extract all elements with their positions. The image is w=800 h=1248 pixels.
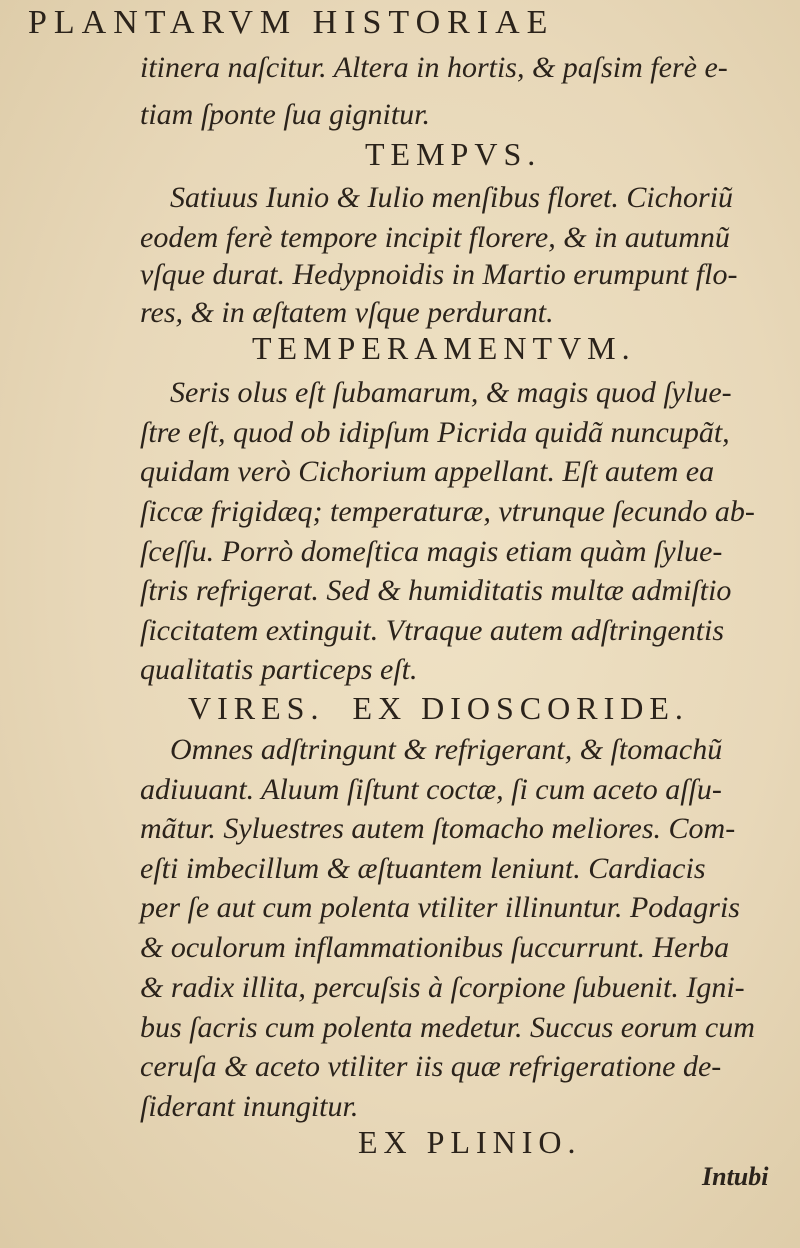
text-line: adiuuant. Aluum ſiſtunt coctæ, ſi cum aceto aſſu- (140, 773, 722, 806)
section-heading-vires: VIRES. EX DIOSCORIDE. (188, 690, 689, 726)
section-heading-temperamentum: TEMPERAMENTVM. (252, 330, 636, 366)
text-line: & radix illita, percuſsis à ſcorpione ſubuenit. Igni- (140, 971, 745, 1004)
text-line: ſtris refrigerat. Sed & humiditatis multæ admiſtio (140, 574, 732, 607)
text-line: mãtur. Syluestres autem ſtomacho meliores. Com- (140, 812, 736, 845)
catchword: Intubi (702, 1162, 769, 1191)
text-line: eodem ferè tempore incipit florere, & in autumnũ (140, 221, 730, 254)
text-line: Omnes adſtringunt & refrigerant, & ſtomachũ (170, 733, 723, 766)
section-heading-plinio: EX PLINIO. (358, 1124, 582, 1160)
text-line: quidam verò Cichorium appellant. Eſt autem ea (140, 455, 715, 488)
text-line: itinera naſcitur. Altera in hortis, & paſsim ferè e- (140, 51, 728, 84)
text-line: bus ſacris cum polenta medetur. Succus eorum cum (140, 1011, 755, 1044)
text-line: Seris olus eſt ſubamarum, & magis quod ſylue- (170, 376, 732, 409)
text-line: ſtre eſt, quod ob idipſum Picrida quidã nuncupãt, (140, 416, 730, 449)
text-line: ceruſa & aceto vtiliter iis quæ refrigeratione de- (140, 1050, 722, 1083)
running-head: PLANTARVM HISTORIAE (28, 4, 555, 41)
text-line: ſiccæ frigidæq; temperaturæ, vtrunque ſecundo ab- (140, 495, 755, 528)
text-line: res, & in æſtatem vſque perdurant. (140, 296, 554, 329)
text-line: tiam ſponte ſua gignitur. (140, 98, 431, 131)
text-line: & oculorum inflammationibus ſuccurrunt. Herba (140, 931, 730, 964)
text-line: ſceſſu. Porrò domeſtica magis etiam quàm ſylue- (140, 535, 723, 568)
text-line: vſque durat. Hedypnoidis in Martio erumpunt flo- (140, 258, 738, 291)
text-line: ſiccitatem extinguit. Vtraque autem adſtringentis (140, 614, 725, 647)
text-line: Satiuus Iunio & Iulio menſibus floret. Cichoriũ (170, 181, 734, 214)
text-line: per ſe aut cum polenta vtiliter illinuntur. Podagris (140, 891, 740, 924)
text-line: ſiderant inungitur. (140, 1090, 359, 1123)
text-line: eſti imbecillum & æſtuantem leniunt. Cardiacis (140, 852, 706, 885)
text-line: qualitatis particeps eſt. (140, 653, 418, 686)
section-heading-tempus: TEMPVS. (365, 136, 542, 172)
